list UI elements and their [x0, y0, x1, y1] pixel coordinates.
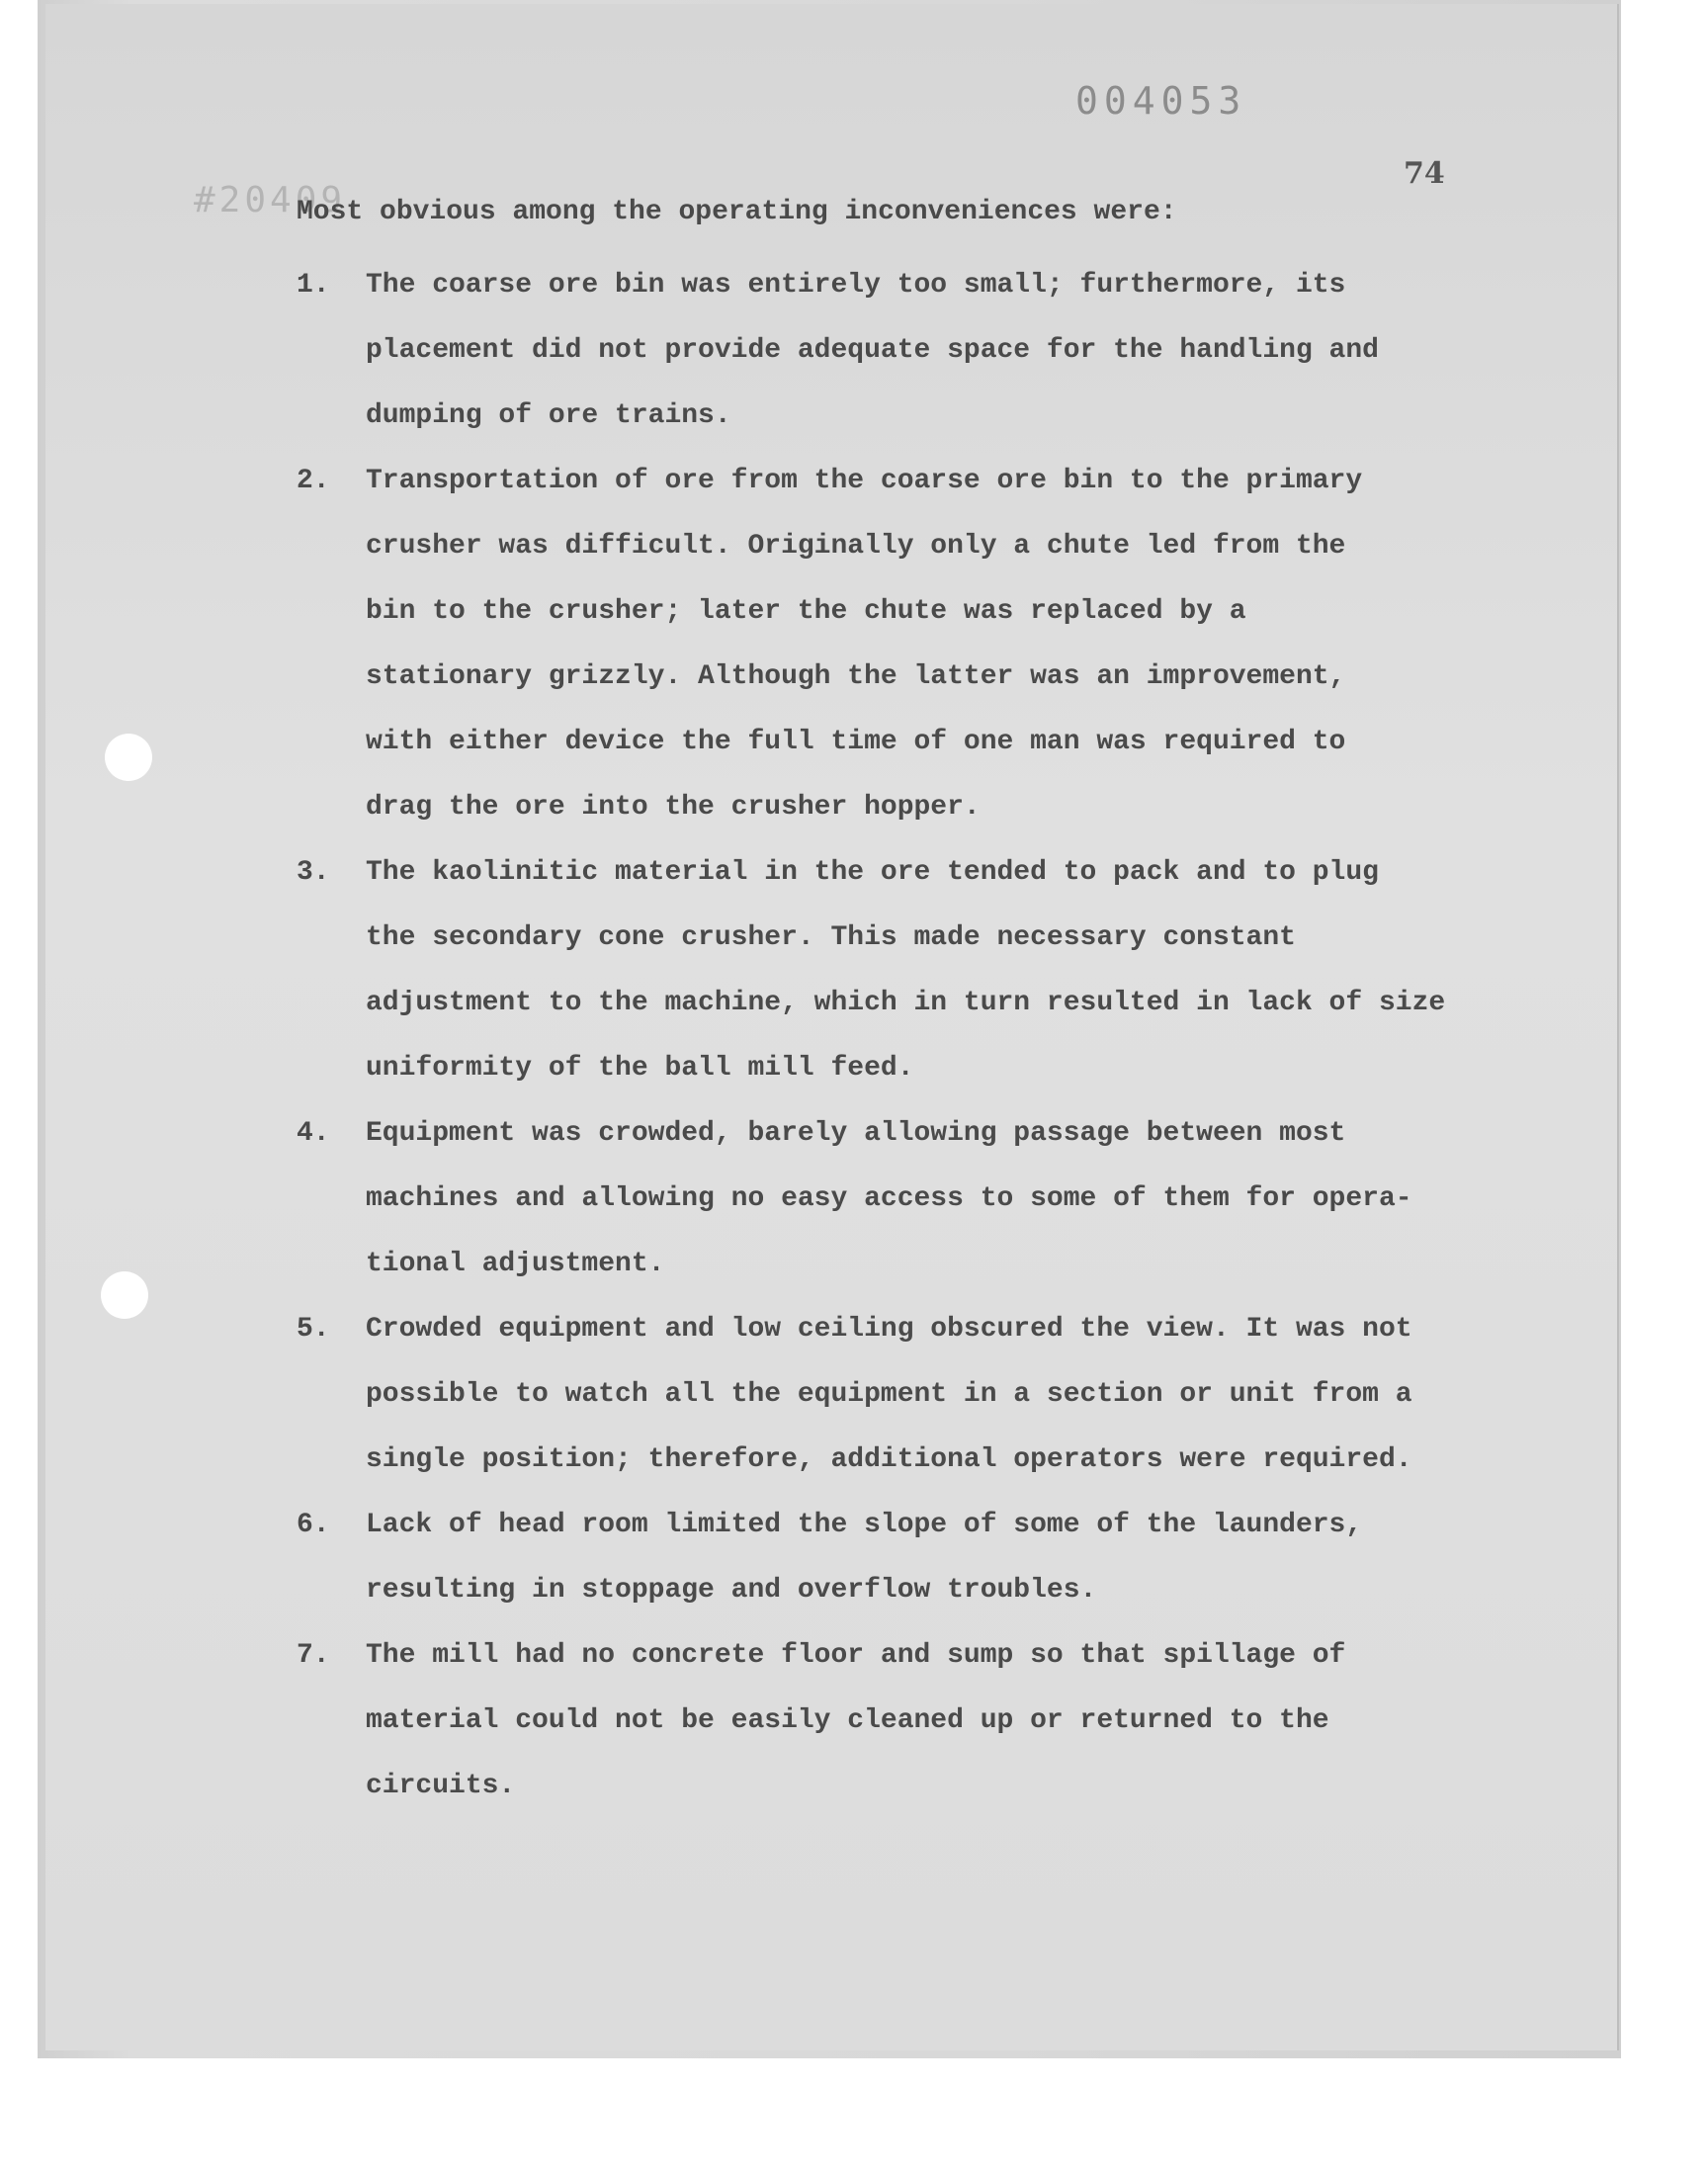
- item-number: 4.: [297, 1118, 330, 1149]
- page-number: 74: [1404, 156, 1445, 191]
- item-text-line: Transportation of ore from the coarse ore bin to the primary: [366, 466, 1363, 496]
- item-number: 3.: [297, 857, 330, 888]
- item-text-line: stationary grizzly. Although the latter was an improvement,: [366, 661, 1346, 692]
- item-text-line: Lack of head room limited the slope of some of the launders,: [366, 1510, 1363, 1540]
- item-text-line: possible to watch all the equipment in a section or unit from a: [366, 1379, 1412, 1410]
- list-item: [297, 1623, 1443, 1819]
- list-item: [297, 1493, 1443, 1623]
- list-item: [297, 840, 1446, 1101]
- item-text-line: machines and allowing no easy access to some of them for opera-: [366, 1183, 1412, 1214]
- margin-stamp: #20409: [194, 180, 347, 220]
- item-text-line: dumping of ore trains.: [366, 400, 731, 431]
- item-text-line: crusher was difficult. Originally only a chute led from the: [366, 531, 1346, 562]
- list-item: [297, 1101, 1443, 1297]
- item-number: 7.: [297, 1640, 330, 1671]
- item-text-line: The coarse ore bin was entirely too small; furthermore, its: [366, 270, 1346, 301]
- item-text-line: placement did not provide adequate space for the handling and: [366, 335, 1379, 366]
- item-text-line: The kaolinitic material in the ore tended to pack and to plug: [366, 857, 1379, 888]
- item-number: 2.: [297, 466, 330, 496]
- item-number: 5.: [297, 1314, 330, 1345]
- punch-hole-bottom: [101, 1271, 148, 1319]
- item-text-line: material could not be easily cleaned up or returned to the: [366, 1705, 1329, 1736]
- list-item: [297, 253, 1443, 449]
- document-body: [297, 188, 1446, 1819]
- item-list: [297, 253, 1446, 1819]
- item-text-line: Crowded equipment and low ceiling obscured the view. It was not: [366, 1314, 1412, 1345]
- item-text-line: tional adjustment.: [366, 1249, 665, 1279]
- document-stamp-number: 004053: [1075, 79, 1247, 123]
- item-text-line: resulting in stoppage and overflow troubles.: [366, 1575, 1097, 1606]
- punch-hole-top: [105, 734, 152, 781]
- item-text-line: The mill had no concrete floor and sump so that spillage of: [366, 1640, 1346, 1671]
- item-text-line: uniformity of the ball mill feed.: [366, 1053, 914, 1084]
- item-text-line: single position; therefore, additional operators were required.: [366, 1444, 1412, 1475]
- item-text-line: Equipment was crowded, barely allowing passage between most: [366, 1118, 1346, 1149]
- item-text-line: bin to the crusher; later the chute was replaced by a: [366, 596, 1246, 627]
- list-item: [297, 449, 1443, 840]
- intro-line: Most obvious among the operating inconveniences were:: [297, 197, 1177, 227]
- item-number: 1.: [297, 270, 330, 301]
- item-text-line: with either device the full time of one man was required to: [366, 727, 1346, 757]
- item-text-line: drag the ore into the crusher hopper.: [366, 792, 981, 823]
- item-text-line: adjustment to the machine, which in turn resulted in lack of size: [366, 988, 1446, 1018]
- item-number: 6.: [297, 1510, 330, 1540]
- list-item: [297, 1297, 1443, 1493]
- item-text-line: the secondary cone crusher. This made necessary constant: [366, 922, 1296, 953]
- item-text-line: circuits.: [366, 1771, 516, 1801]
